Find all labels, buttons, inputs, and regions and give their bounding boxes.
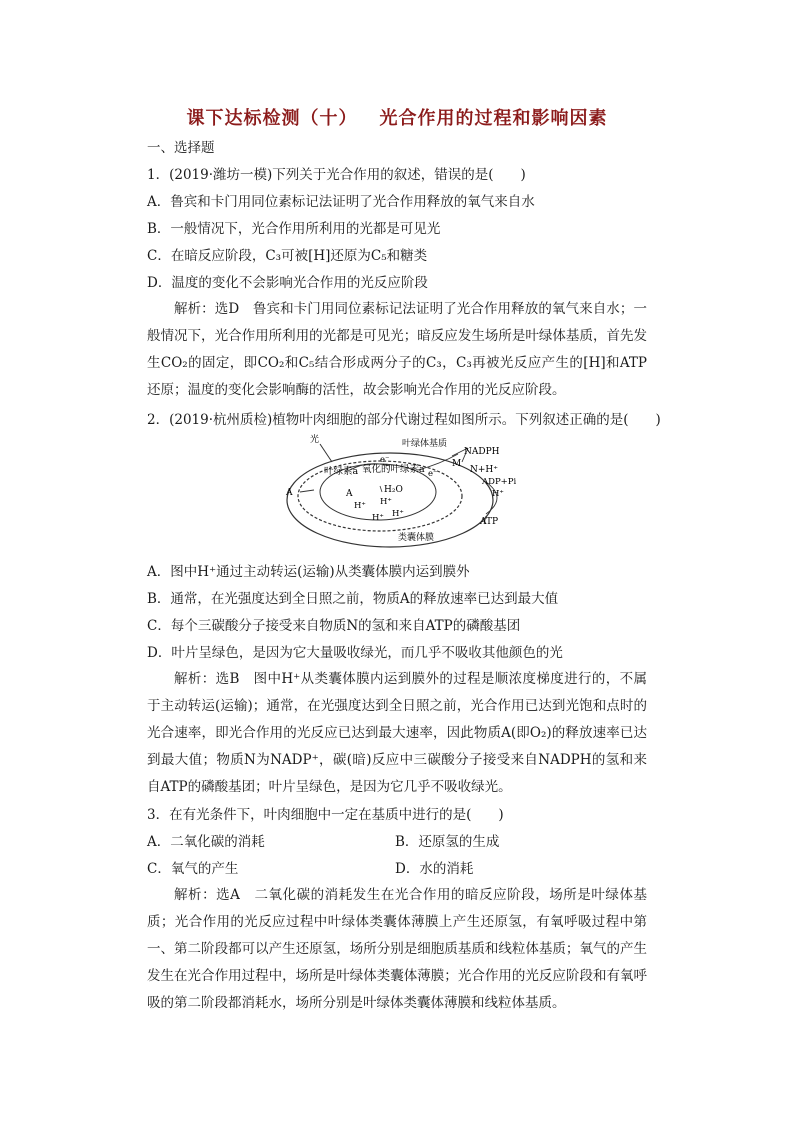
q1-analysis: 解析：选D 鲁宾和卡门用同位素标记法证明了光合作用释放的氧气来自水；一般情况下，光合作用所利用的光都是可见光；暗反应发生场所是叶绿体基质，首先发生CO₂的固定，即CO₂和C₅结合形成两分子的C₃，C₃再被光反应产生的[H]和ATP还原；温度的变化会影响酶的活性，故会影响光合作用的光反应阶段。 <box>147 301 647 398</box>
a-inside-label: A <box>346 489 353 499</box>
q1-option-a: A．鲁宾和卡门用同位素标记法证明了光合作用释放的氧气来自水 <box>147 194 535 210</box>
light-label: 光 <box>310 435 320 445</box>
m-label: M <box>452 459 462 469</box>
membrane-label: 类囊体膜 <box>398 533 435 543</box>
q2-option-d: D．叶片呈绿色，是因为它大量吸收绿光，而几乎不吸收其他颜色的光 <box>147 645 563 661</box>
h-outside-label: H⁺ <box>492 489 504 499</box>
q2-option-c: C．每个三碳酸分子接受来自物质N的氢和来自ATP的磷酸基团 <box>147 618 521 634</box>
q2-option-b: B．通常，在光强度达到全日照之前，物质A的释放速率已达到最大值 <box>147 591 559 607</box>
h-ion-1: H⁺ <box>354 501 366 511</box>
q3-option-d: D．水的消耗 <box>395 861 474 877</box>
electron-label-1: e⁻ <box>380 455 390 465</box>
h-ion-4: H⁺ <box>392 509 404 519</box>
n-h-label: N+H⁺ <box>470 465 499 475</box>
q1-option-d: D．温度的变化不会影响光合作用的光反应阶段 <box>147 275 428 291</box>
water-label: H₂O <box>384 485 403 495</box>
q3-analysis: 解析：选A 二氧化碳的消耗发生在光合作用的暗反应阶段，场所是叶绿体基质；光合作用的光反应过程中叶绿体类囊体薄膜上产生还原氢，有氧呼吸过程中第一、第二阶段都可以产生还原氢，场所分别是细胞质基质和线粒体基质；氧气的产生发生在光合作用过程中，场所是叶绿体类囊体薄膜；光合作用的光反应阶段和有氧呼吸的第二阶段都消耗水，场所分别是叶绿体类囊体薄膜和线粒体基质。 <box>147 887 647 1011</box>
chlorophyll-a-label: 叶绿素a <box>324 466 359 477</box>
adp-pi-label: ADP+Pi <box>482 477 517 487</box>
q3-option-c: C．氧气的产生 <box>147 861 239 877</box>
thylakoid-diagram <box>280 432 520 550</box>
q1-option-c: C．在暗反应阶段，C₃可被[H]还原为C₅和糖类 <box>147 248 428 264</box>
title-sub: 光合作用的过程和影响因素 <box>379 108 608 129</box>
title-main: 课下达标检测（十） <box>186 108 358 129</box>
h-ion-3: H⁺ <box>372 513 384 523</box>
q1-option-b: B．一般情况下，光合作用所利用的光都是可见光 <box>147 221 441 237</box>
q2-stem: 2．(2019·杭州质检)植物叶肉细胞的部分代谢过程如图所示。下列叙述正确的是( ) <box>147 412 661 428</box>
q1-stem: 1．(2019·潍坊一模)下列关于光合作用的叙述，错误的是( ) <box>147 167 526 183</box>
q2-option-a: A．图中H⁺通过主动转运(运输)从类囊体膜内运到膜外 <box>147 564 470 580</box>
q3-option-b: B．还原氢的生成 <box>395 834 500 850</box>
a-outside-label: A <box>286 488 293 498</box>
atp-label: ATP <box>480 517 499 527</box>
section-heading: 一、选择题 <box>147 140 215 156</box>
page-title <box>0 104 794 130</box>
h-ion-2: H⁺ <box>380 497 392 507</box>
electron-label-2: e⁻ <box>428 469 438 479</box>
q3-stem: 3．在有光条件下，叶肉细胞中一定在基质中进行的是( ) <box>147 807 504 823</box>
q3-option-a: A．二氧化碳的消耗 <box>147 834 265 850</box>
nadph-label: NADPH <box>464 447 500 457</box>
stroma-label: 叶绿体基质 <box>402 439 448 449</box>
oxidized-chlorophyll-label: 氧化的叶绿素a <box>362 464 425 475</box>
q2-analysis: 解析：选B 图中H⁺从类囊体膜内运到膜外的过程是顺浓度梯度进行的，不属于主动转运(运输)；通常，在光强度达到全日照之前，光合作用已达到光饱和点时的光合速率，即光合作用的光反应已达到最大速率，因此物质A(即O₂)的释放速率已达到最大值；物质N为NADP⁺，碳(暗)反应中三碳酸分子接受来自NADPH的氢和来自ATP的磷酸基团；叶片呈绿色，是因为它几乎不吸收绿光。 <box>147 671 647 795</box>
